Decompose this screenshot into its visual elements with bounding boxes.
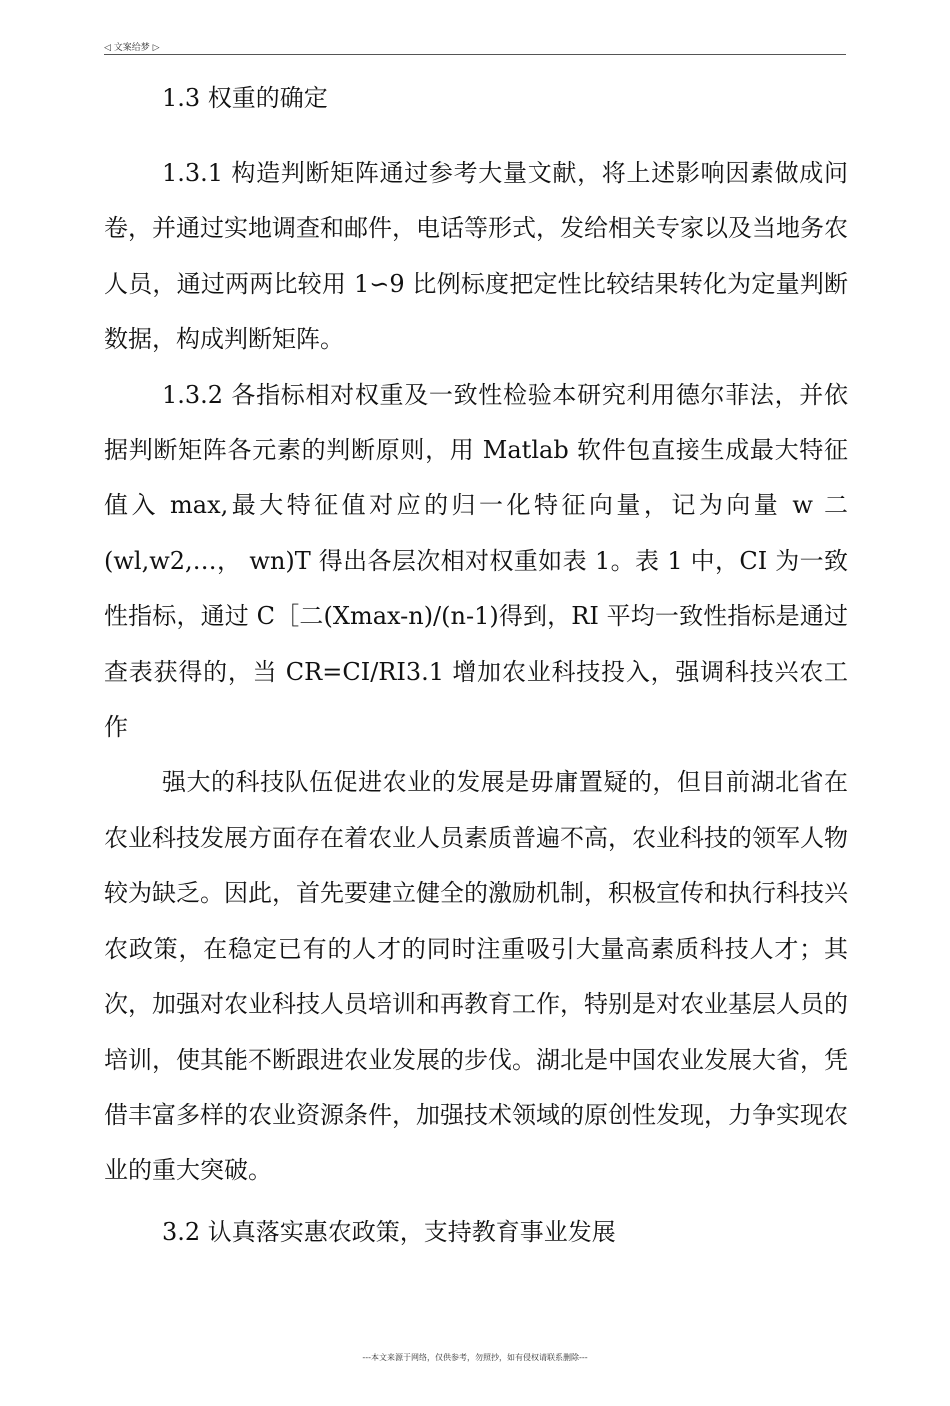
document-body: [104, 70, 848, 1260]
paragraph-3-1: 强大的科技队伍促进农业的发展是毋庸置疑的，但目前湖北省在农业科技发展方面存在着农业人员素质普遍不高，农业科技的领军人物较为缺乏。因此，首先要建立健全的激励机制，积极宣传和执行科技兴农政策，在稳定已有的人才的同时注重吸引大量高素质科技人才；其次，加强对农业科技人员培训和再教育工作，特别是对农业基层人员的培训，使其能不断跟进农业发展的步伐。湖北是中国农业发展大省，凭借丰富多样的农业资源条件，加强技术领域的原创性发现，力争实现农业的重大突破。: [104, 768, 848, 1185]
section-heading-1-3: 1.3 权重的确定: [162, 84, 328, 112]
page-header: [104, 38, 846, 55]
paragraph-1-3-2: 1.3.2 各指标相对权重及一致性检验本研究利用德尔菲法，并依据判断矩阵各元素的判断原则，用 Matlab 软件包直接生成最大特征值入 max,最大特征值对应的归一化特征向量，记为向量 w 二(wl,w2,…， wn)T 得出各层次相对权重如表 1。表 1 中，CI 为一致性指标，通过 C［二(Xmax-n)/(n-1)得到，RI 平均一致性指标是通过查表获得的，当 CR=CI/RI3.1 增加农业科技投入，强调科技兴农工作: [104, 380, 848, 742]
header-text: ◁ 文案给梦 ▷: [104, 43, 160, 53]
paragraph-1-3-1: 1.3.1 构造判断矩阵通过参考大量文献，将上述影响因素做成问卷，并通过实地调查和邮件，电话等形式，发给相关专家以及当地务农人员，通过两两比较用 1∽9 比例标度把定性比较结果转化为定量判断数据，构成判断矩阵。: [104, 159, 848, 354]
section-heading-3-2: 3.2 认真落实惠农政策，支持教育事业发展: [162, 1217, 616, 1246]
page-footer-disclaimer: ---本文来源于网络，仅供参考，勿照抄，如有侵权请联系删除---: [362, 1353, 588, 1362]
